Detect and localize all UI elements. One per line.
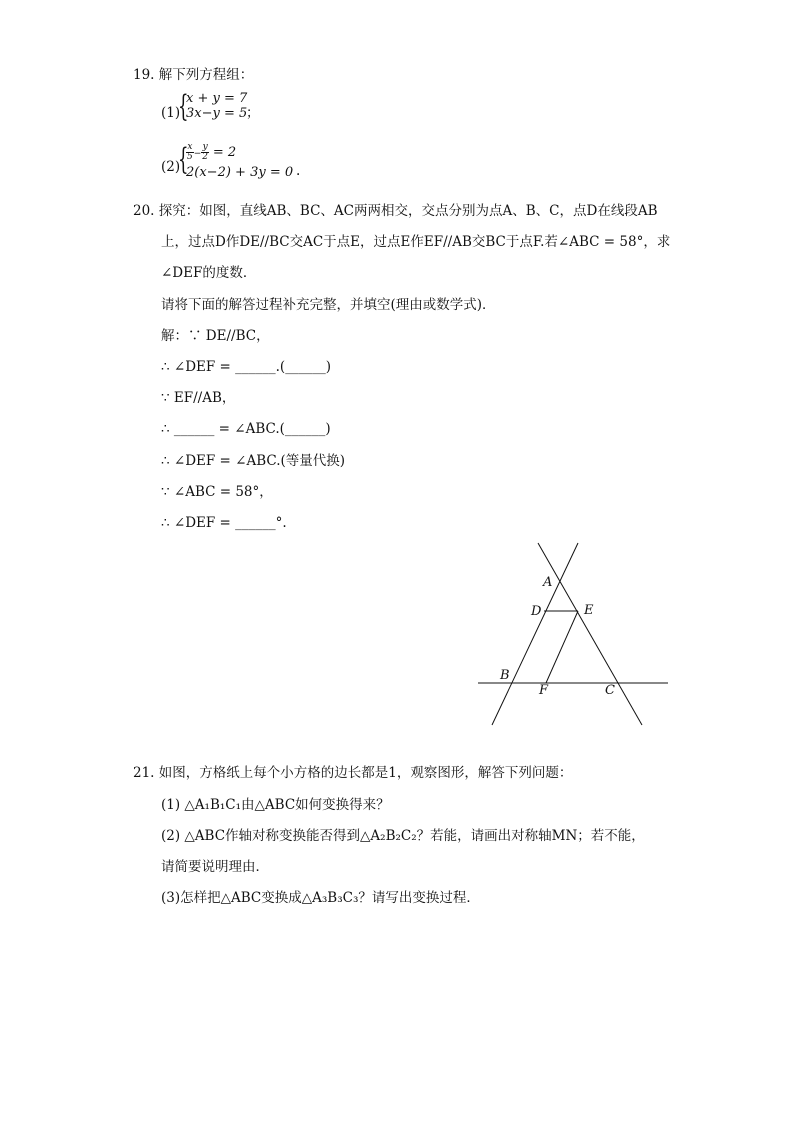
q19-part2-eq2: 2(x−2) + 3y = 0 — [186, 165, 294, 180]
label-c: C — [605, 683, 615, 698]
label-e: E — [584, 603, 594, 618]
q21-line3: (2) △ABC作轴对称变换能否得到△A₂B₂C₂？若能，请画出对称轴MN；若不能， — [161, 828, 645, 844]
q19-part1-tail: ； — [246, 105, 260, 121]
label-b: B — [500, 668, 510, 683]
q19-part2-frac1: $\frac{x}{5}$ — [187, 142, 193, 162]
q19-part2-brace: { — [178, 142, 189, 177]
q20-step3: ∵ EF//AB， — [161, 390, 236, 406]
q19-part1-eq2: 3x−y = 5 — [186, 106, 248, 121]
q19-part1-brace: { — [178, 89, 189, 124]
q20-step1: 解：∵ DE//BC， — [161, 328, 270, 344]
q19-part2-minus: − — [193, 149, 202, 159]
q19-part2-eq1 — [186, 143, 236, 162]
q20-geometry-figure — [470, 535, 680, 735]
q20-step2: ∴ ∠DEF = ______.(______) — [161, 359, 331, 375]
q21-line5: (3)怎样把△ABC变换成△A₃B₃C₃？请写出变换过程． — [161, 890, 480, 906]
label-d: D — [531, 604, 542, 619]
q21-line2: (1) △A₁B₁C₁由△ABC如何变换得来？ — [161, 797, 390, 813]
label-a: A — [543, 575, 553, 590]
segment-ef — [546, 611, 578, 683]
q20-step5: ∴ ∠DEF = ∠ABC.(等量代换) — [161, 453, 346, 469]
label-f: F — [539, 683, 549, 698]
q20-step7: ∴ ∠DEF = ______°. — [161, 515, 287, 531]
line-ab — [492, 543, 578, 725]
q20-line3: ∠DEF的度数． — [161, 265, 257, 281]
q19-part1-label: (1) — [161, 105, 181, 121]
q21-line4: 请简要说明理由． — [161, 859, 269, 875]
q20-line4: 请将下面的解答过程补充完整，并填空(理由或数学式)． — [161, 297, 496, 313]
q19-part2-label: (2) — [161, 159, 181, 175]
q20-step6: ∵ ∠ABC = 58°， — [161, 484, 273, 500]
q20-step4: ∴ ______ = ∠ABC.(______) — [161, 421, 331, 437]
line-ac — [538, 543, 642, 725]
q20-line2: 上，过点D作DE//BC交AC于点E，过点E作EF//AB交BC于点F.若∠ABC = 58°，求 — [161, 234, 671, 250]
q19-part1-eq1: x + y = 7 — [186, 91, 248, 106]
q19-part2-eq1-rhs: = 2 — [212, 145, 237, 160]
q21-line1: 21. 如图，方格纸上每个小方格的边长都是1，观察图形，解答下列问题： — [133, 765, 573, 781]
q20-line1: 20. 探究：如图，直线AB、BC、AC两两相交，交点分别为点A、B、C，点D在线段AB — [133, 203, 658, 219]
q19-part2-tail: . — [296, 163, 301, 179]
q19-part2-frac2: $\frac{y}{2}$ — [202, 142, 209, 162]
q19-title: 19. 解下列方程组： — [133, 67, 254, 83]
